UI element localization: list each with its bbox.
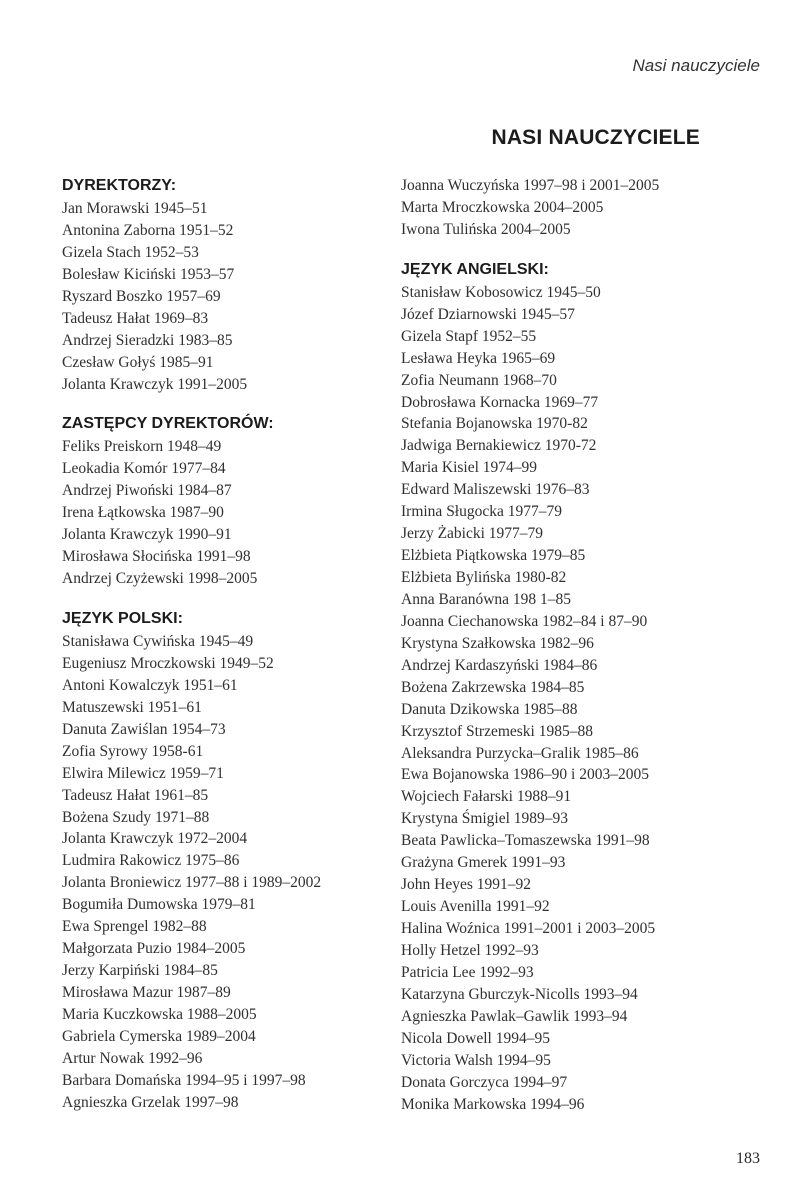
teacher-entry: Victoria Walsh 1994–95	[401, 1051, 551, 1069]
teacher-entry: Danuta Dzikowska 1985–88	[401, 700, 578, 718]
teacher-entry: Patricia Lee 1992–93	[401, 963, 534, 981]
teacher-entry: Józef Dziarnowski 1945–57	[401, 305, 575, 323]
teacher-entry: Irena Łątkowska 1987–90	[62, 504, 224, 522]
teacher-entry: Dobrosława Kornacka 1969–77	[401, 393, 599, 411]
section-heading: DYREKTORZY:	[62, 177, 177, 194]
teacher-entry: Mirosława Słocińska 1991–98	[62, 548, 251, 566]
teacher-entry: Tadeusz Hałat 1961–85	[62, 786, 209, 804]
teacher-entry: Katarzyna Gburczyk-Nicolls 1993–94	[401, 985, 638, 1003]
teacher-entry: Czesław Gołyś 1985–91	[62, 353, 214, 371]
teacher-entry: Ewa Bojanowska 1986–90 i 2003–2005	[401, 766, 649, 784]
teacher-entry: Bolesław Kiciński 1953–57	[62, 265, 235, 283]
teacher-entry: Grażyna Gmerek 1991–93	[401, 854, 566, 872]
teacher-entry: Jolanta Krawczyk 1991–2005	[62, 375, 248, 393]
teacher-entry: Krzysztof Strzemeski 1985–88	[401, 722, 593, 740]
teacher-entry: Agnieszka Pawlak–Gawlik 1993–94	[401, 1007, 628, 1025]
teacher-entry: Nicola Dowell 1994–95	[401, 1029, 550, 1047]
teacher-entry: Beata Pawlicka–Tomaszewska 1991–98	[401, 832, 650, 850]
teacher-entry: Edward Maliszewski 1976–83	[401, 481, 590, 499]
teacher-entry: Danuta Zawiślan 1954–73	[62, 720, 226, 738]
teacher-entry: Barbara Domańska 1994–95 i 1997–98	[62, 1071, 306, 1089]
teacher-entry: Feliks Preiskorn 1948–49	[62, 438, 222, 456]
teacher-entry: Halina Woźnica 1991–2001 i 2003–2005	[401, 920, 656, 937]
teacher-entry: Jerzy Żabicki 1977–79	[401, 525, 544, 543]
teacher-entry: John Heyes 1991–92	[401, 876, 532, 894]
teacher-entry: Leokadia Komór 1977–84	[62, 460, 226, 478]
teacher-entry: Monika Markowska 1994–96	[401, 1095, 585, 1113]
right-column	[401, 175, 741, 1133]
teacher-entry: Wojciech Fałarski 1988–91	[401, 788, 572, 806]
teacher-entry: Anna Baranówna 198 1–85	[401, 590, 572, 608]
teacher-entry: Maria Kisiel 1974–99	[401, 459, 538, 477]
teacher-entry: Irmina Sługocka 1977–79	[401, 503, 563, 521]
teacher-entry: Jolanta Broniewicz 1977–88 i 1989–2002	[62, 874, 322, 892]
teacher-entry: Andrzej Piwoński 1984–87	[62, 482, 232, 500]
teacher-entry: Holly Hetzel 1992–93	[401, 941, 539, 959]
teacher-entry: Mirosława Mazur 1987–89	[62, 984, 231, 1001]
teacher-entry: Bożena Szudy 1971–88	[62, 808, 210, 826]
teacher-entry: Stefania Bojanowska 1970-82	[401, 415, 588, 433]
teacher-entry: Antonina Zaborna 1951–52	[62, 221, 234, 239]
teacher-entry: Małgorzata Puzio 1984–2005	[62, 940, 246, 958]
teacher-entry: Joanna Wuczyńska 1997–98 i 2001–2005	[401, 177, 660, 194]
teacher-entry: Donata Gorczyca 1994–97	[401, 1073, 568, 1091]
teacher-entry: Iwona Tulińska 2004–2005	[401, 220, 571, 238]
section-deputy-directors	[62, 413, 402, 590]
section-english	[401, 259, 741, 1116]
teacher-entry: Andrzej Sieradzki 1983–85	[62, 331, 233, 349]
section-polish	[62, 608, 402, 1114]
teacher-entry: Stanisława Cywińska 1945–49	[62, 633, 254, 650]
page-title: NASI NAUCZYCIELE	[491, 126, 700, 149]
section-heading: JĘZYK POLSKI:	[62, 610, 183, 627]
teacher-entry: Ewa Sprengel 1982–88	[62, 918, 207, 936]
teacher-entry: Aleksandra Purzycka–Gralik 1985–86	[401, 744, 639, 762]
running-header: Nasi nauczyciele	[632, 56, 760, 75]
teacher-entry: Andrzej Kardaszyński 1984–86	[401, 656, 598, 674]
teacher-entry: Joanna Ciechanowska 1982–84 i 87–90	[401, 612, 648, 630]
teacher-entry: Lesława Heyka 1965–69	[401, 349, 556, 367]
teacher-entry: Andrzej Czyżewski 1998–2005	[62, 570, 258, 588]
continuation-list	[401, 175, 741, 241]
teacher-entry: Jerzy Karpiński 1984–85	[62, 962, 218, 980]
teacher-entry: Krystyna Śmigiel 1989–93	[401, 810, 569, 828]
teacher-entry: Zofia Neumann 1968–70	[401, 371, 557, 389]
teacher-entry: Elżbieta Bylińska 1980-82	[401, 569, 567, 586]
teacher-entry: Gabriela Cymerska 1989–2004	[62, 1027, 256, 1045]
teacher-entry: Krystyna Szałkowska 1982–96	[401, 634, 594, 652]
teacher-entry: Marta Mroczkowska 2004–2005	[401, 198, 604, 216]
page-number: 183	[736, 1150, 760, 1167]
section-directors	[62, 175, 402, 395]
teacher-entry: Louis Avenilla 1991–92	[401, 898, 550, 916]
entry-list	[401, 282, 741, 1116]
teacher-entry: Jolanta Krawczyk 1990–91	[62, 526, 232, 544]
teacher-entry: Gizela Stach 1952–53	[62, 243, 199, 261]
section-heading: ZASTĘPCY DYREKTORÓW:	[62, 415, 274, 433]
teacher-entry: Jan Morawski 1945–51	[62, 200, 208, 217]
left-column	[62, 175, 402, 1132]
teacher-entry: Elwira Milewicz 1959–71	[62, 764, 224, 782]
teacher-entry: Gizela Stapf 1952–55	[401, 327, 537, 345]
teacher-entry: Matuszewski 1951–61	[62, 698, 202, 716]
teacher-entry: Zofia Syrowy 1958-61	[62, 742, 204, 760]
teacher-entry: Eugeniusz Mroczkowski 1949–52	[62, 654, 274, 672]
teacher-entry: Antoni Kowalczyk 1951–61	[62, 676, 238, 694]
teacher-entry: Ludmira Rakowicz 1975–86	[62, 852, 240, 870]
teacher-entry: Bożena Zakrzewska 1984–85	[401, 678, 585, 696]
teacher-entry: Jadwiga Bernakiewicz 1970-72	[401, 437, 597, 455]
teacher-entry: Ryszard Boszko 1957–69	[62, 287, 221, 305]
teacher-entry: Agnieszka Grzelak 1997–98	[62, 1093, 239, 1111]
teacher-entry: Elżbieta Piątkowska 1979–85	[401, 547, 586, 565]
teacher-entry: Jolanta Krawczyk 1972–2004	[62, 830, 248, 848]
teacher-entry: Tadeusz Hałat 1969–83	[62, 309, 209, 327]
teacher-entry: Stanisław Kobosowicz 1945–50	[401, 283, 601, 301]
teacher-entry: Bogumiła Dumowska 1979–81	[62, 896, 256, 914]
section-heading: JĘZYK ANGIELSKI:	[401, 260, 549, 278]
teacher-entry: Artur Nowak 1992–96	[62, 1049, 203, 1067]
teacher-entry: Maria Kuczkowska 1988–2005	[62, 1005, 257, 1023]
